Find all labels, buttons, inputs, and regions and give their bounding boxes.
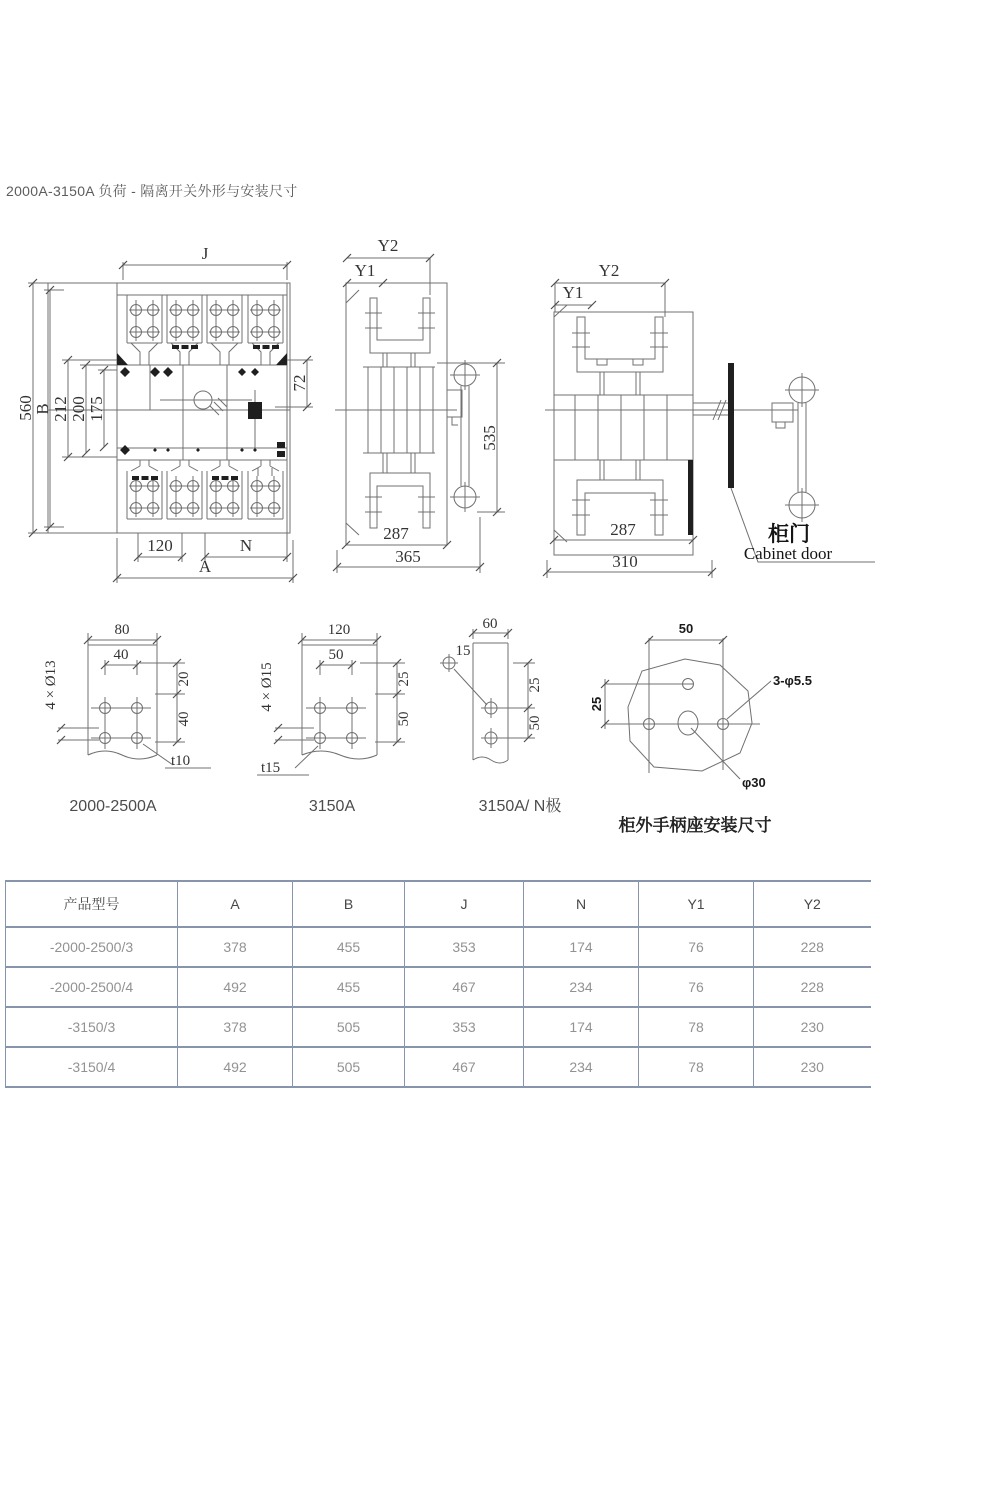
dim-25: 25 [527,677,543,693]
dim-40w: 40 [113,647,129,663]
terminal-caption: 3150A/ N极 [478,798,562,815]
cell-y2: 230 [754,1007,871,1047]
table-row [6,927,871,967]
dim-50: 50 [678,621,694,636]
cell-j: 467 [405,1047,524,1087]
handle-seat-drawing [590,615,890,845]
dim-365: 365 [395,547,421,566]
holes-label: 4 × Ø15 [259,662,275,712]
dim-40h: 40 [176,711,192,727]
col-header-y2: Y2 [754,881,871,927]
dim-25: 25 [396,671,412,687]
dim-535: 535 [480,425,499,451]
dimension-table [5,880,871,1088]
cell-j: 467 [405,967,524,1007]
cell-a: 492 [178,1047,293,1087]
cell-model: -3150/3 [6,1007,178,1047]
dim-20: 20 [176,671,192,687]
cell-model: -3150/4 [6,1047,178,1087]
cell-j: 353 [405,1007,524,1047]
cell-b: 505 [293,1007,405,1047]
thickness-label: t15 [261,760,281,776]
dim-287: 287 [383,524,409,543]
dim-560: 560 [16,395,35,421]
door-view-drawing [545,245,875,575]
front-view-drawing [16,240,330,590]
terminal-3150-n-drawing [435,615,610,830]
terminal-3150-drawing [245,615,460,830]
thickness-label: t10 [171,753,191,769]
table-row [6,1047,871,1087]
cell-model: -2000-2500/4 [6,967,178,1007]
table-row [6,967,871,1007]
table-row [6,1007,871,1047]
cell-y2: 228 [754,927,871,967]
cell-n: 234 [524,1047,639,1087]
dim-200: 200 [69,396,88,422]
cell-n: 234 [524,967,639,1007]
terminal-2000-2500-drawing [25,615,240,830]
dim-b: B [33,403,52,415]
handle-seat-caption: 柜外手柄座安装尺寸 [618,816,772,835]
dim-175: 175 [87,396,106,422]
dim-60: 60 [482,616,498,632]
col-header-j: J [405,881,524,927]
dim-y1: Y1 [354,261,376,280]
cabinet-door-label-cn: 柜门 [768,522,810,546]
col-header-model: 产品型号 [6,881,178,927]
dim-120: 120 [327,622,351,638]
col-header-y1: Y1 [639,881,754,927]
dim-15: 15 [455,643,471,659]
dim-212: 212 [51,396,70,422]
dim-a: A [198,557,212,576]
dim-120: 120 [147,536,173,555]
col-header-b: B [293,881,405,927]
dim-y1: Y1 [562,283,584,302]
cell-model: -2000-2500/3 [6,927,178,967]
center-hole-label: φ30 [742,775,766,790]
page-title: 2000A-3150A 负荷 - 隔离开关外形与安装尺寸 [6,183,298,199]
dim-25: 25 [589,696,604,712]
side-view-drawing [335,235,510,590]
cell-y2: 228 [754,967,871,1007]
holes-label: 3-φ5.5 [773,673,812,688]
cell-y1: 78 [639,1047,754,1087]
col-header-a: A [178,881,293,927]
cell-y1: 78 [639,1007,754,1047]
dim-j: J [201,244,209,263]
terminal-caption: 2000-2500A [69,798,157,815]
dim-n: N [239,536,253,555]
cabinet-door-label-en: Cabinet door [743,544,833,563]
dim-310: 310 [612,552,638,571]
dim-50: 50 [527,715,543,731]
cell-n: 174 [524,1007,639,1047]
terminal-caption: 3150A [308,798,356,815]
col-header-n: N [524,881,639,927]
dim-50h: 50 [396,711,412,727]
cell-b: 455 [293,967,405,1007]
dim-50w: 50 [328,647,344,663]
cell-y1: 76 [639,927,754,967]
cell-y2: 230 [754,1047,871,1087]
dim-y2: Y2 [377,236,399,255]
cell-y1: 76 [639,967,754,1007]
dim-80: 80 [114,622,130,638]
dim-72: 72 [290,374,309,392]
cell-j: 353 [405,927,524,967]
cell-b: 455 [293,927,405,967]
cell-a: 492 [178,967,293,1007]
cell-a: 378 [178,927,293,967]
cell-a: 378 [178,1007,293,1047]
cell-b: 505 [293,1047,405,1087]
cell-n: 174 [524,927,639,967]
dim-287: 287 [610,520,636,539]
table-header-row [6,881,871,927]
holes-label: 4 × Ø13 [43,660,59,710]
dim-y2: Y2 [598,261,620,280]
